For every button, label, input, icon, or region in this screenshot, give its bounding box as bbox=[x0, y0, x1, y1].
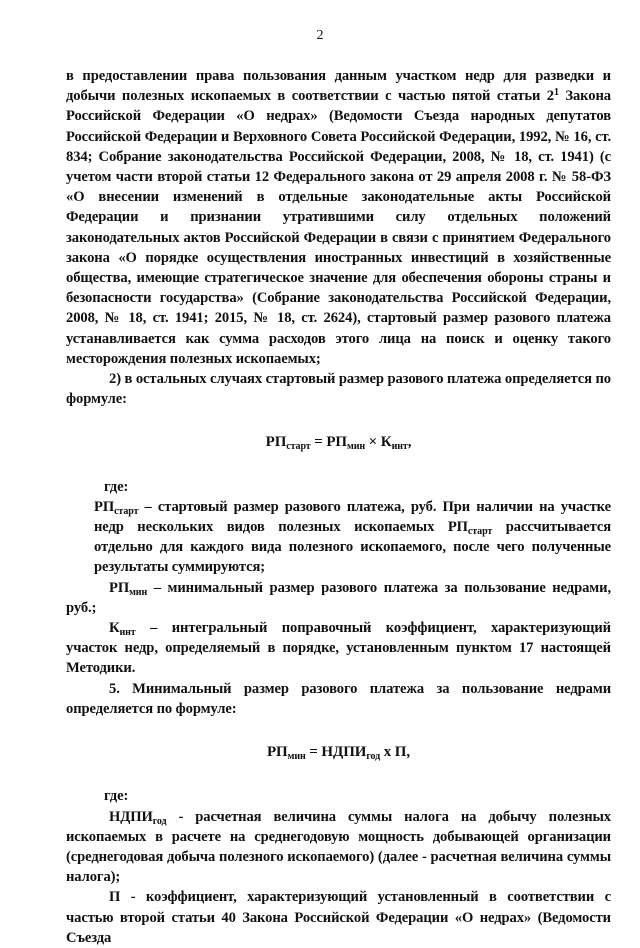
formula-symbol: РП bbox=[265, 434, 287, 451]
def-symbol: НДПИ bbox=[109, 808, 153, 825]
formula-punct: , bbox=[407, 434, 412, 451]
paragraph-2: 2) в остальных случаях стартовый размер разового платежа определяется по формуле: bbox=[66, 371, 611, 408]
page-number: 2 bbox=[316, 28, 324, 43]
formula-text: х П, bbox=[380, 744, 411, 761]
def-symbol: РП bbox=[94, 498, 115, 515]
definition-ndpi bbox=[66, 807, 611, 888]
def-text: – стартовый размер разового платежа, руб. При наличии на участке недр нескольких видов полезных ископаемых bbox=[94, 498, 611, 536]
paragraph-1-text-b: Закона Российской Федерации «О недрах» (Ведомости Съезда народных депутатов Российской Федерации и Верховного Совета Российской Федерации, 1992, № 16, ст. 834; Собрание законодательства Российской Федерации, 2008, № 18, ст. 1941) (с учетом части второй статьи 12 Федерального закона от 29 апреля 2008 г. № 58-ФЗ «О внесении изменений в отдельные законодательные акты Российской Федерации и признании утратившими силу отдельных положений законодательных актов Российской Федерации в связи с принятием Федерального закона «О порядке осуществления иностранных инвестиций в хозяйственные общества, имеющие стратегическое значение для обеспечения обороны страны и безопасности государства» (Собрание законодательства Российской Федерации, 2008, № 18, ст. 1941; 2015, № 18, ст. 2624), стартовый размер разового платежа устанавливается как сумма расходов этого лица на поиск и оценку такого месторождения полезных ископаемых; bbox=[66, 88, 611, 367]
paragraph-1 bbox=[66, 66, 611, 369]
def-text: рассчитывается отдельно для каждого вида полезного ископаемого, после чего полученные результаты суммируются; bbox=[94, 519, 611, 576]
document-body bbox=[66, 66, 611, 948]
def-text: – минимальный размер разового платежа за пользование недрами, руб.; bbox=[66, 579, 611, 616]
formula-subscript: инт bbox=[391, 441, 408, 453]
formula-symbol: РП bbox=[326, 434, 347, 451]
definition-min bbox=[66, 578, 611, 618]
where-label: где: bbox=[104, 478, 129, 495]
paragraph-1-text-a: в предоставлении права пользования данным участком недр для разведки и добычи полезных ископаемых в соответствии с частью пятой статьи 2 bbox=[66, 68, 611, 105]
def-subscript: мин bbox=[129, 586, 148, 598]
def-symbol: РП bbox=[447, 519, 468, 536]
def-subscript: старт bbox=[467, 526, 493, 538]
formula-operator: = bbox=[310, 434, 327, 451]
definition-start bbox=[66, 497, 611, 578]
formula-operator: = bbox=[305, 744, 322, 761]
formula-subscript: год bbox=[366, 751, 381, 763]
formula-min-payment bbox=[66, 742, 611, 762]
def-subscript: старт bbox=[114, 505, 139, 517]
definition-p: П - коэффициент, характеризующий установленный в соответствии с частью второй статьи 40 Закона Российской Федерации «О недрах» (Ведомости Съезда bbox=[66, 889, 611, 946]
formula-symbol: НДПИ bbox=[321, 744, 367, 761]
formula-subscript: мин bbox=[287, 751, 306, 763]
formula-symbol: РП bbox=[266, 744, 288, 761]
def-subscript: инт bbox=[119, 627, 136, 639]
def-text: – интегральный поправочный коэффициент, характеризующий участок недр, определяемый в порядке, установленным пунктом 17 настоящей Методики. bbox=[66, 620, 611, 677]
formula-operator: × bbox=[365, 434, 381, 451]
definition-int bbox=[66, 618, 611, 679]
where-label: где: bbox=[104, 788, 129, 805]
formula-start-payment bbox=[66, 432, 611, 452]
def-subscript: год bbox=[152, 815, 167, 827]
def-symbol: К bbox=[109, 620, 120, 637]
def-text: - расчетная величина суммы налога на добычу полезных ископаемых в расчете на среднегодовую мощность добывающей организации (среднегодовая добыча полезного ископаемого) (далее - расчетная величина суммы налога); bbox=[66, 808, 611, 886]
paragraph-5: 5. Минимальный размер разового платежа за пользование недрами определяется по формуле: bbox=[66, 680, 611, 717]
def-symbol: РП bbox=[109, 579, 130, 596]
formula-subscript: мин bbox=[346, 441, 366, 453]
formula-symbol: К bbox=[380, 434, 392, 451]
formula-subscript: старт bbox=[286, 441, 311, 453]
superscript: 1 bbox=[553, 87, 559, 99]
